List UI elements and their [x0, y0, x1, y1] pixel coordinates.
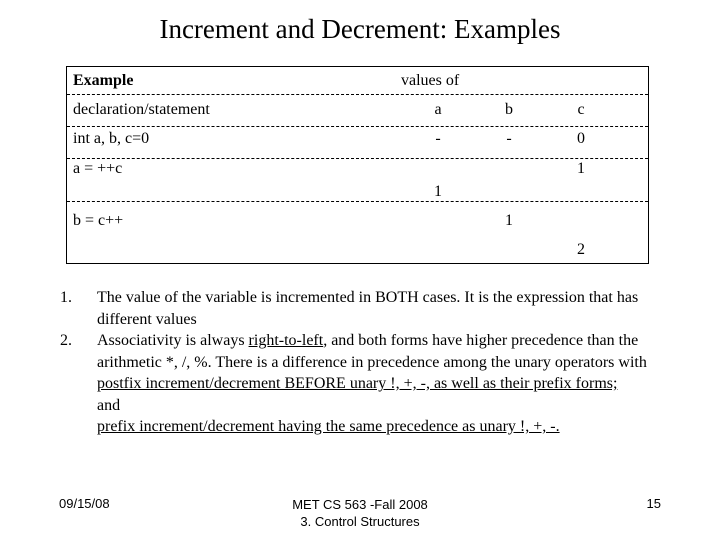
- note-postfix-rule: postfix increment/decrement BEFORE unary !, +, -, as well as their prefix forms;: [97, 375, 618, 392]
- examples-table: [66, 66, 649, 264]
- note-number-2: 2.: [60, 332, 72, 349]
- row-declaration-b: -: [506, 130, 512, 147]
- note-item-1: [58, 287, 658, 330]
- note-text-1: The value of the variable is incremented in BOTH cases. It is the expression that has different values: [97, 289, 639, 328]
- note-number-1: 1.: [60, 289, 72, 306]
- note-precedence-text: , and both forms have higher precedence than the arithmetic *, /, %. There is a difference in precedence among the unary operators with: [97, 332, 647, 371]
- notes-list: [58, 287, 658, 438]
- footer-course: MET CS 563 -Fall 2008: [292, 497, 428, 512]
- note-item-2: [58, 330, 658, 438]
- row-divider: [67, 201, 648, 202]
- row-preincrement-a: 1: [434, 183, 442, 200]
- footer-course-info: [244, 496, 476, 530]
- note-right-to-left: right-to-left: [248, 332, 324, 349]
- row-divider: [67, 158, 648, 159]
- row-declaration-c: 0: [577, 130, 585, 147]
- header-declaration: declaration/statement: [73, 101, 210, 118]
- footer-date: 09/15/08: [59, 496, 110, 511]
- row-divider: [67, 126, 648, 127]
- row-divider: [67, 94, 648, 95]
- header-values-of: values of: [401, 72, 460, 89]
- row-declaration-a: -: [435, 130, 441, 147]
- footer-chapter: 3. Control Structures: [300, 514, 420, 529]
- note-prefix-rule: prefix increment/decrement having the same precedence as unary !, +, -.: [97, 418, 560, 435]
- note-associativity-text: Associativity is always: [97, 332, 249, 349]
- slide-title: Increment and Decrement: Examples: [159, 14, 561, 44]
- row-postincrement-label: b = c++: [73, 212, 124, 229]
- header-a: a: [434, 101, 442, 118]
- row-postincrement-b: 1: [505, 212, 513, 229]
- header-b: b: [505, 101, 513, 118]
- header-c: c: [577, 101, 585, 118]
- row-preincrement-label: a = ++c: [73, 160, 123, 177]
- row-declaration-label: int a, b, c=0: [73, 130, 150, 147]
- page-number: 15: [646, 496, 661, 511]
- row-postincrement-c: 2: [577, 241, 585, 258]
- header-example: Example: [73, 72, 134, 89]
- row-preincrement-c: 1: [577, 160, 585, 177]
- note-and: and: [97, 396, 121, 414]
